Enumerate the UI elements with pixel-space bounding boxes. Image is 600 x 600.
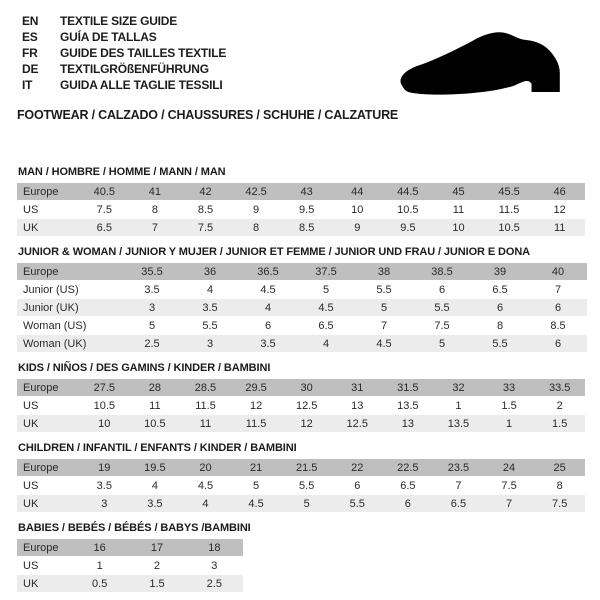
size-value: 22.5 bbox=[383, 459, 434, 477]
size-value: 4.5 bbox=[239, 281, 297, 299]
size-value: 29.5 bbox=[231, 379, 282, 397]
size-tables bbox=[17, 166, 600, 593]
size-value: 10.5 bbox=[79, 397, 130, 415]
size-section-man bbox=[17, 166, 600, 237]
row-label: UK bbox=[17, 575, 71, 593]
size-value: 37.5 bbox=[297, 263, 355, 281]
section-title-children: CHILDREN / INFANTIL / ENFANTS / KINDER / BAMBINI bbox=[18, 442, 297, 454]
row-label: Europe bbox=[17, 183, 79, 201]
table-row-europe bbox=[17, 263, 587, 281]
size-value: 19 bbox=[79, 459, 130, 477]
size-value: 11.5 bbox=[180, 397, 231, 415]
size-value: 11.5 bbox=[231, 415, 282, 433]
size-value: 33.5 bbox=[534, 379, 585, 397]
size-value: 6.5 bbox=[297, 317, 355, 335]
size-table-man bbox=[17, 183, 585, 237]
size-value: 33 bbox=[484, 379, 535, 397]
size-value: 42.5 bbox=[231, 183, 282, 201]
size-value: 8 bbox=[534, 477, 585, 495]
size-section-babies bbox=[17, 522, 600, 593]
size-value: 13 bbox=[383, 415, 434, 433]
size-value: 7 bbox=[130, 219, 181, 237]
language-label: GUÍA DE TALLAS bbox=[60, 30, 157, 44]
size-value: 9.5 bbox=[383, 219, 434, 237]
section-title-kids: KIDS / NIÑOS / DES GAMINS / KINDER / BAMBINI bbox=[18, 362, 271, 374]
size-value: 7.5 bbox=[413, 317, 471, 335]
size-value: 1 bbox=[433, 397, 484, 415]
language-code: IT bbox=[22, 78, 33, 92]
size-table-children bbox=[17, 459, 585, 513]
size-value: 6 bbox=[529, 335, 587, 353]
size-value: 2.5 bbox=[186, 575, 243, 593]
size-table-babies bbox=[17, 539, 243, 593]
size-value: 24 bbox=[484, 459, 535, 477]
size-value: 13 bbox=[332, 397, 383, 415]
size-value: 40.5 bbox=[79, 183, 130, 201]
shoe-icon bbox=[388, 20, 584, 102]
size-value: 45 bbox=[433, 183, 484, 201]
table-row-woman-uk- bbox=[17, 335, 587, 353]
size-value: 36 bbox=[181, 263, 239, 281]
size-value: 10.5 bbox=[383, 201, 434, 219]
size-value: 38.5 bbox=[413, 263, 471, 281]
size-value: 31.5 bbox=[383, 379, 434, 397]
row-label: US bbox=[17, 557, 71, 575]
size-value: 6.5 bbox=[383, 477, 434, 495]
size-value: 5 bbox=[281, 495, 332, 513]
size-value: 6.5 bbox=[79, 219, 130, 237]
size-value: 3 bbox=[186, 557, 243, 575]
size-value: 6 bbox=[529, 299, 587, 317]
row-label: UK bbox=[17, 219, 79, 237]
size-value: 3 bbox=[79, 495, 130, 513]
size-value: 5.5 bbox=[413, 299, 471, 317]
size-value: 31 bbox=[332, 379, 383, 397]
section-title-junior-woman: JUNIOR & WOMAN / JUNIOR Y MUJER / JUNIOR ET FEMME / JUNIOR UND FRAU / JUNIOR E DONA bbox=[18, 246, 531, 258]
size-value: 28.5 bbox=[180, 379, 231, 397]
size-value: 0.5 bbox=[71, 575, 128, 593]
size-value: 4.5 bbox=[297, 299, 355, 317]
size-value: 30 bbox=[281, 379, 332, 397]
table-row-europe bbox=[17, 459, 585, 477]
size-value: 1.5 bbox=[484, 397, 535, 415]
size-value: 10 bbox=[332, 201, 383, 219]
row-label: US bbox=[17, 397, 79, 415]
size-value: 27.5 bbox=[79, 379, 130, 397]
table-row-junior-uk- bbox=[17, 299, 587, 317]
size-value: 8.5 bbox=[180, 201, 231, 219]
size-value: 3.5 bbox=[123, 281, 181, 299]
size-value: 5.5 bbox=[355, 281, 413, 299]
table-row-junior-us- bbox=[17, 281, 587, 299]
size-value: 10 bbox=[79, 415, 130, 433]
size-value: 4.5 bbox=[180, 477, 231, 495]
size-value: 8.5 bbox=[281, 219, 332, 237]
size-value: 44 bbox=[332, 183, 383, 201]
size-table-kids bbox=[17, 379, 585, 433]
size-value: 4.5 bbox=[355, 335, 413, 353]
size-value: 10.5 bbox=[484, 219, 535, 237]
size-value: 10.5 bbox=[130, 415, 181, 433]
size-value: 3.5 bbox=[79, 477, 130, 495]
size-value: 3.5 bbox=[130, 495, 181, 513]
size-value: 19.5 bbox=[130, 459, 181, 477]
section-title-man: MAN / HOMBRE / HOMME / MANN / MAN bbox=[18, 166, 226, 178]
size-value: 35.5 bbox=[123, 263, 181, 281]
size-value: 40 bbox=[529, 263, 587, 281]
size-value: 2.5 bbox=[123, 335, 181, 353]
row-label: Europe bbox=[17, 539, 71, 557]
size-section-kids bbox=[17, 362, 600, 433]
size-value: 4 bbox=[297, 335, 355, 353]
size-value: 1 bbox=[484, 415, 535, 433]
size-value: 3 bbox=[123, 299, 181, 317]
size-value: 42 bbox=[180, 183, 231, 201]
size-value: 32 bbox=[433, 379, 484, 397]
size-value: 17 bbox=[128, 539, 185, 557]
size-value: 28 bbox=[130, 379, 181, 397]
table-row-uk bbox=[17, 415, 585, 433]
size-value: 7 bbox=[433, 477, 484, 495]
language-code: EN bbox=[22, 14, 39, 28]
size-value: 21 bbox=[231, 459, 282, 477]
size-value: 39 bbox=[471, 263, 529, 281]
row-label: UK bbox=[17, 415, 79, 433]
size-value: 5.5 bbox=[181, 317, 239, 335]
size-value: 6 bbox=[383, 495, 434, 513]
size-value: 21.5 bbox=[281, 459, 332, 477]
section-title-babies: BABIES / BEBÉS / BÉBÉS / BABYS /BAMBINI bbox=[18, 522, 251, 534]
size-value: 7.5 bbox=[180, 219, 231, 237]
row-label: UK bbox=[17, 495, 79, 513]
size-value: 9 bbox=[332, 219, 383, 237]
table-row-europe bbox=[17, 183, 585, 201]
size-value: 36.5 bbox=[239, 263, 297, 281]
size-value: 6 bbox=[239, 317, 297, 335]
table-row-us bbox=[17, 477, 585, 495]
row-label: US bbox=[17, 201, 79, 219]
size-table-junior-woman bbox=[17, 263, 587, 353]
size-value: 5 bbox=[355, 299, 413, 317]
size-value: 2 bbox=[128, 557, 185, 575]
size-value: 11 bbox=[180, 415, 231, 433]
size-value: 12 bbox=[281, 415, 332, 433]
size-value: 7 bbox=[484, 495, 535, 513]
size-value: 4 bbox=[130, 477, 181, 495]
size-value: 8 bbox=[471, 317, 529, 335]
row-label: Europe bbox=[17, 379, 79, 397]
size-value: 5 bbox=[231, 477, 282, 495]
row-label: Woman (US) bbox=[17, 317, 123, 335]
size-value: 46 bbox=[534, 183, 585, 201]
language-code: DE bbox=[22, 62, 39, 76]
size-value: 1.5 bbox=[128, 575, 185, 593]
size-value: 8 bbox=[231, 219, 282, 237]
size-value: 12 bbox=[231, 397, 282, 415]
table-row-uk bbox=[17, 219, 585, 237]
size-value: 4 bbox=[239, 299, 297, 317]
size-value: 23.5 bbox=[433, 459, 484, 477]
size-value: 11.5 bbox=[484, 201, 535, 219]
size-section-junior-woman bbox=[17, 246, 600, 353]
page-header bbox=[0, 0, 600, 122]
size-value: 5 bbox=[413, 335, 471, 353]
size-value: 7.5 bbox=[534, 495, 585, 513]
table-row-uk bbox=[17, 575, 243, 593]
size-value: 16 bbox=[71, 539, 128, 557]
language-label: GUIDA ALLE TAGLIE TESSILI bbox=[60, 78, 223, 92]
size-value: 18 bbox=[186, 539, 243, 557]
size-value: 44.5 bbox=[383, 183, 434, 201]
category-title: FOOTWEAR / CALZADO / CHAUSSURES / SCHUHE / CALZATURE bbox=[17, 108, 399, 122]
size-value: 8.5 bbox=[529, 317, 587, 335]
size-value: 6.5 bbox=[433, 495, 484, 513]
row-label: Junior (UK) bbox=[17, 299, 123, 317]
size-value: 8 bbox=[130, 201, 181, 219]
size-value: 11 bbox=[534, 219, 585, 237]
size-value: 13.5 bbox=[433, 415, 484, 433]
table-row-us bbox=[17, 397, 585, 415]
size-value: 6 bbox=[413, 281, 471, 299]
size-value: 4 bbox=[180, 495, 231, 513]
size-value: 2 bbox=[534, 397, 585, 415]
size-value: 38 bbox=[355, 263, 413, 281]
size-value: 20 bbox=[180, 459, 231, 477]
size-value: 3 bbox=[181, 335, 239, 353]
size-value: 11 bbox=[433, 201, 484, 219]
size-value: 25 bbox=[534, 459, 585, 477]
size-value: 12.5 bbox=[281, 397, 332, 415]
table-row-europe bbox=[17, 379, 585, 397]
size-value: 4.5 bbox=[231, 495, 282, 513]
table-row-woman-us- bbox=[17, 317, 587, 335]
size-value: 9.5 bbox=[281, 201, 332, 219]
table-row-us bbox=[17, 201, 585, 219]
size-value: 11 bbox=[130, 397, 181, 415]
language-code: FR bbox=[22, 46, 38, 60]
size-value: 7.5 bbox=[79, 201, 130, 219]
size-value: 12.5 bbox=[332, 415, 383, 433]
size-value: 5.5 bbox=[332, 495, 383, 513]
row-label: US bbox=[17, 477, 79, 495]
size-value: 6.5 bbox=[471, 281, 529, 299]
size-value: 5 bbox=[297, 281, 355, 299]
size-value: 22 bbox=[332, 459, 383, 477]
size-section-children bbox=[17, 442, 600, 513]
size-value: 1 bbox=[71, 557, 128, 575]
table-row-uk bbox=[17, 495, 585, 513]
language-code: ES bbox=[22, 30, 38, 44]
size-value: 5.5 bbox=[281, 477, 332, 495]
language-label: TEXTILGRÖßENFÜHRUNG bbox=[60, 62, 209, 76]
size-value: 7 bbox=[355, 317, 413, 335]
size-value: 5.5 bbox=[471, 335, 529, 353]
row-label: Europe bbox=[17, 459, 79, 477]
size-value: 41 bbox=[130, 183, 181, 201]
language-label: GUIDE DES TAILLES TEXTILE bbox=[60, 46, 227, 60]
table-row-europe bbox=[17, 539, 243, 557]
row-label: Europe bbox=[17, 263, 123, 281]
row-label: Woman (UK) bbox=[17, 335, 123, 353]
row-label: Junior (US) bbox=[17, 281, 123, 299]
size-value: 7.5 bbox=[484, 477, 535, 495]
size-value: 7 bbox=[529, 281, 587, 299]
table-row-us bbox=[17, 557, 243, 575]
size-value: 3.5 bbox=[239, 335, 297, 353]
size-value: 6 bbox=[332, 477, 383, 495]
size-value: 45.5 bbox=[484, 183, 535, 201]
size-value: 9 bbox=[231, 201, 282, 219]
size-value: 4 bbox=[181, 281, 239, 299]
size-value: 6 bbox=[471, 299, 529, 317]
size-value: 13.5 bbox=[383, 397, 434, 415]
size-value: 43 bbox=[281, 183, 332, 201]
size-value: 1.5 bbox=[534, 415, 585, 433]
size-value: 5 bbox=[123, 317, 181, 335]
size-value: 12 bbox=[534, 201, 585, 219]
language-label: TEXTILE SIZE GUIDE bbox=[60, 14, 178, 28]
size-value: 10 bbox=[433, 219, 484, 237]
size-value: 3.5 bbox=[181, 299, 239, 317]
